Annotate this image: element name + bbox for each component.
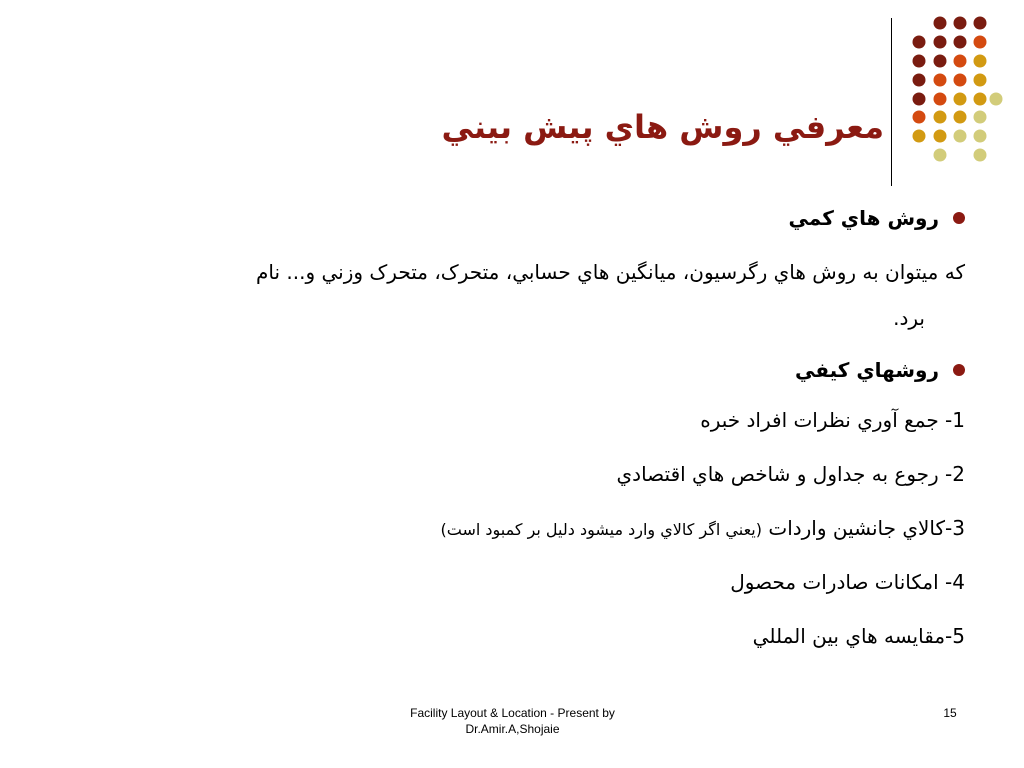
decorative-dot	[974, 36, 987, 49]
qualitative-item-text: 3-کالاي جانشين واردات	[768, 516, 965, 540]
title-divider-line	[891, 18, 892, 186]
decorative-dot	[934, 111, 947, 124]
qualitative-item-text: 4- امکانات صادرات محصول	[730, 570, 965, 594]
qualitative-item-3	[65, 513, 965, 545]
decorative-dot	[974, 149, 987, 162]
qualitative-item-1	[65, 405, 965, 435]
decorative-dot	[913, 93, 926, 106]
decorative-dot	[934, 17, 947, 30]
quantitative-description-line-1: که ميتوان به روش هاي رگرسيون، ميانگين هاي حسابي، متحرک، متحرک وزني و... نام	[255, 260, 965, 284]
qualitative-item-text: 5-مقايسه هاي بين المللي	[752, 624, 965, 648]
bullet-qualitative	[65, 355, 965, 385]
decorative-dot	[974, 74, 987, 87]
decorative-dot	[974, 111, 987, 124]
footer-line-2: Dr.Amir.A,Shojaie	[465, 722, 560, 736]
decorative-dot	[954, 74, 967, 87]
decorative-dot	[974, 17, 987, 30]
decorative-dot	[913, 55, 926, 68]
decorative-dot	[934, 149, 947, 162]
decorative-dot	[934, 93, 947, 106]
decorative-dot	[913, 36, 926, 49]
footer-text	[370, 705, 655, 737]
bullet-qualitative-label: روشهاي کيفي	[794, 358, 939, 382]
decorative-dot	[974, 55, 987, 68]
qualitative-item-text: 1- جمع آوري نظرات افراد خبره	[700, 408, 965, 432]
decorative-dot	[913, 74, 926, 87]
bullet-dot-icon	[953, 212, 965, 224]
decorative-dot	[954, 55, 967, 68]
bullet-quantitative-label: روش هاي کمي	[788, 206, 939, 230]
decorative-dot	[954, 17, 967, 30]
qualitative-item-note: (يعني اگر کالاي وارد ميشود دليل بر کمبود است)	[440, 520, 762, 539]
bullet-dot-icon	[953, 364, 965, 376]
qualitative-item-5	[65, 621, 965, 651]
decorative-dot	[934, 74, 947, 87]
decorative-dot	[954, 130, 967, 143]
decorative-dot	[954, 111, 967, 124]
quantitative-description-line-2: برد.	[893, 306, 925, 330]
qualitative-item-text: 2- رجوع به جداول و شاخص هاي اقتصادي	[616, 462, 965, 486]
decorative-dot	[934, 130, 947, 143]
decorative-dot	[934, 55, 947, 68]
decorative-dot	[990, 93, 1003, 106]
decorative-dot	[913, 130, 926, 143]
qualitative-item-2	[65, 459, 965, 489]
footer-line-1: Facility Layout & Location - Present by	[410, 706, 615, 720]
decorative-dot	[934, 36, 947, 49]
decorative-dot	[954, 36, 967, 49]
decorative-dot	[974, 93, 987, 106]
page-number: 15	[943, 706, 957, 720]
slide-title: معرفي روش هاي پيش بيني	[441, 108, 884, 146]
decorative-dot	[954, 93, 967, 106]
qualitative-item-4	[65, 567, 965, 597]
decorative-dot	[974, 130, 987, 143]
bullet-quantitative	[65, 203, 965, 233]
decorative-dot	[913, 111, 926, 124]
